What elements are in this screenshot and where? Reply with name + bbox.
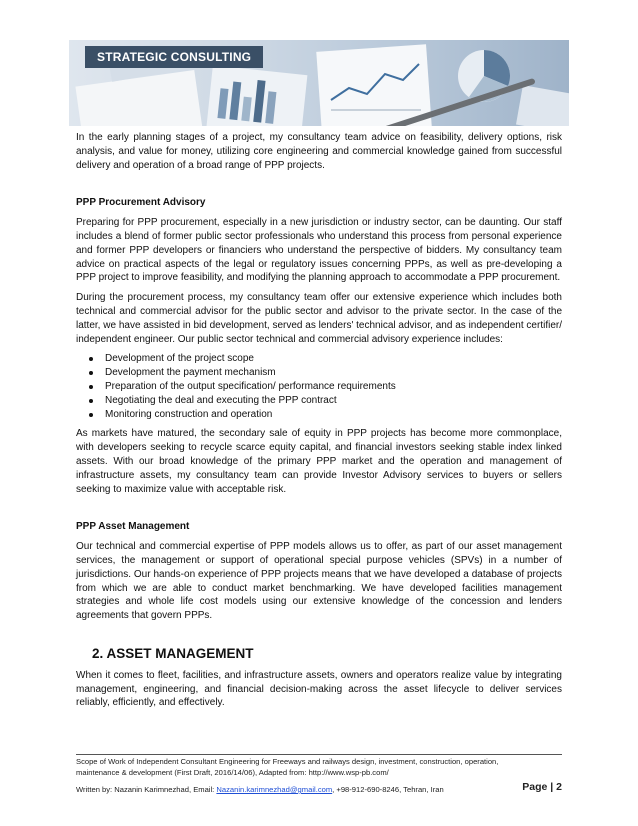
page-footer xyxy=(76,754,562,795)
header-banner xyxy=(69,40,569,126)
intro-paragraph: In the early planning stages of a project, my consultancy team advice on feasibility, delivery options, risk analysis, and value for money, utilizing core engineering and commercial knowledge gained from successful delivery and operation of a broad range of PPP projects. xyxy=(76,132,562,171)
list-item-text: Development of the project scope xyxy=(105,353,254,365)
list-item xyxy=(76,408,562,422)
spacer xyxy=(76,178,562,196)
footer-line-1: Scope of Work of Independent Consultant Engineering for Freeways and railways design, investment, construction, operation, xyxy=(76,757,499,766)
author-suffix: , +98-912-690-8246, Tehran, Iran xyxy=(332,785,444,794)
procurement-paragraph-1: Preparing for PPP procurement, especially in a new jurisdiction or industry sector, can be daunting. Our staff includes a blend of former public sector professionals who understand this process from personal experience and former PPP developers or financiers who understand the perspective of bidders. My consultancy team advice on practical aspects of the legal or regulatory issues concerning PPPs, as well as pre-developing a PPP project to improve feasibility, and modifying the planning approach to accommodate a PPP procurement. xyxy=(76,217,562,284)
list-item-text: Negotiating the deal and executing the PPP contract xyxy=(105,394,337,406)
page-number: Page | 2 xyxy=(522,781,562,793)
section-paragraph: When it comes to fleet, facilities, and infrastructure assets, owners and operators realize value by integrating management, engineering, and financial decision-making across the asset lifecycle to deliver services reliably, efficiently, and effectively. xyxy=(76,669,562,709)
list-item-text: Preparation of the output specification/ performance requirements xyxy=(105,380,396,392)
bullet-icon xyxy=(89,399,93,403)
asset-management-paragraph: Our technical and commercial expertise of PPP models allows us to offer, as part of our asset management services, the management or support of operational special purpose vehicles (SPVs) in a number of jurisdictions. Our hands-on experience of PPP projects means that we have developed a database of projects from which we are able to conduct market benchmarking. We have developed facilities management strategies and whole life cost models using our extensive knowledge of the concession and lenders agreements that govern PPPs. xyxy=(76,541,562,622)
procurement-heading: PPP Procurement Advisory xyxy=(76,197,206,209)
email-link[interactable]: Nazanin.karimnezhad@gmail.com xyxy=(216,785,333,794)
list-item xyxy=(76,352,562,366)
document-body xyxy=(76,131,562,716)
list-item-text: Monitoring construction and operation xyxy=(105,408,273,420)
bullet-icon xyxy=(89,413,93,417)
procurement-paragraph-2: During the procurement process, my consultancy team offer our extensive experience which includes both technical and commercial advisor for the public sector and advisor to the private sector. In the case of the latter, we have assisted in bid development, served as lenders' technical advisor, and as independent certifier/ independent engineer. Our public sector technical and commercial advisory experience includes: xyxy=(76,292,562,345)
list-item-text: Development the payment mechanism xyxy=(105,367,276,379)
footer-line-2: maintenance & development (First Draft, 2016/14/06), Adapted from: http://www.wsp-pb.com/ xyxy=(76,768,389,777)
spacer xyxy=(76,502,562,520)
footer-author-line xyxy=(76,781,562,795)
bullet-icon xyxy=(89,371,93,375)
section-heading: 2. ASSET MANAGEMENT xyxy=(92,645,254,661)
list-item xyxy=(76,380,562,394)
author-prefix: Written by: Nazanin Karimnezhad, Email: xyxy=(76,785,217,794)
bullet-icon xyxy=(89,357,93,361)
asset-management-heading: PPP Asset Management xyxy=(76,521,190,533)
procurement-paragraph-3: As markets have matured, the secondary sale of equity in PPP projects has become more commonplace, with developers seeking to recycle scarce equity capital, and financial investors seeking stable index linked assets. With our broad knowledge of the primary PPP market and the operation and management of infrastructure assets, my consultancy team can provide Investor Advisory services to buyers or sellers seeking to maximize value with acceptable risk. xyxy=(76,428,562,495)
banner-title: STRATEGIC CONSULTING xyxy=(85,46,263,68)
advisory-list xyxy=(76,352,562,421)
list-item xyxy=(76,394,562,408)
bullet-icon xyxy=(89,385,93,389)
list-item xyxy=(76,366,562,380)
